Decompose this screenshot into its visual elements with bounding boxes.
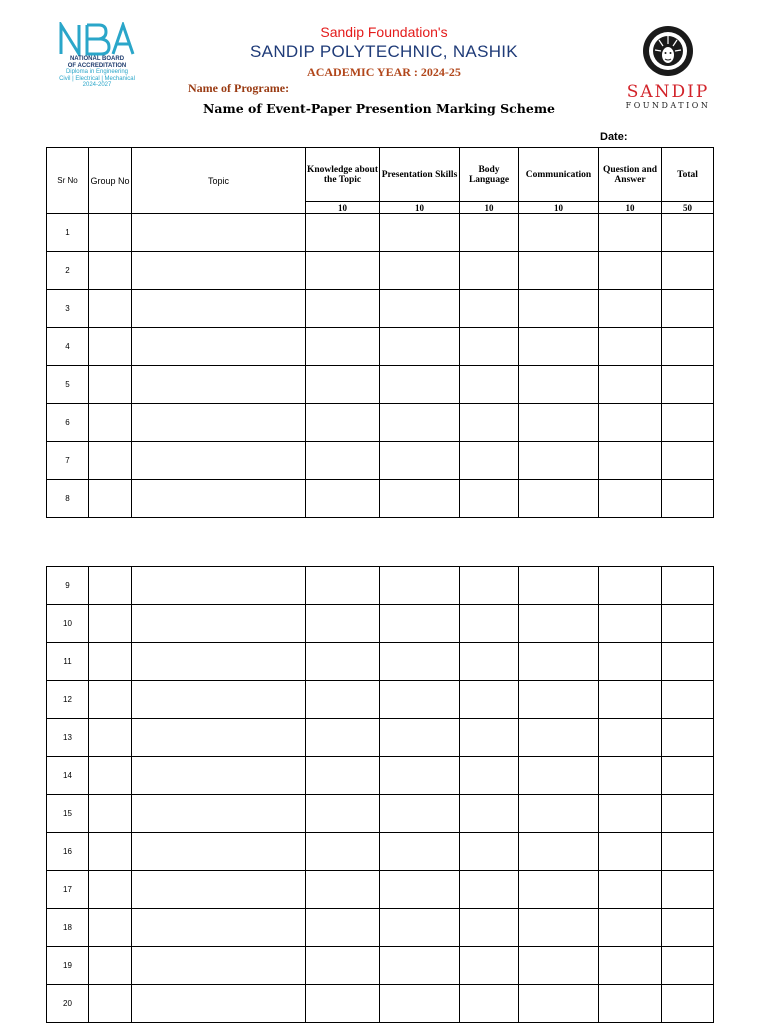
table-row [47, 643, 714, 681]
group-no-cell[interactable] [89, 214, 132, 252]
communication-cell[interactable] [519, 480, 599, 518]
header-body-language: Body Language [460, 148, 519, 202]
knowledge-cell[interactable] [306, 480, 380, 518]
presentation-cell[interactable] [380, 290, 460, 328]
total-cell[interactable] [662, 480, 714, 518]
knowledge-cell[interactable] [306, 567, 380, 605]
presentation-cell[interactable] [380, 252, 460, 290]
presentation-cell[interactable] [380, 328, 460, 366]
header-communication: Communication [519, 148, 599, 202]
presentation-cell[interactable] [380, 833, 460, 871]
group-no-cell[interactable] [89, 442, 132, 480]
knowledge-cell[interactable] [306, 328, 380, 366]
group-no-cell[interactable] [89, 480, 132, 518]
topic-cell[interactable] [132, 795, 306, 833]
communication-cell[interactable] [519, 290, 599, 328]
nba-line-2: OF ACCREDITATION [67, 62, 127, 69]
total-cell[interactable] [662, 404, 714, 442]
qa-cell[interactable] [599, 795, 662, 833]
nba-line-4: Civil | Electrical | Mechanical [59, 75, 135, 82]
presentation-cell[interactable] [380, 605, 460, 643]
qa-cell[interactable] [599, 719, 662, 757]
presentation-cell[interactable] [380, 643, 460, 681]
topic-cell[interactable] [132, 833, 306, 871]
topic-cell[interactable] [132, 567, 306, 605]
communication-cell[interactable] [519, 442, 599, 480]
sr-no-cell: 8 [47, 480, 89, 518]
table-row [47, 681, 714, 719]
total-cell[interactable] [662, 909, 714, 947]
table-row [47, 909, 714, 947]
topic-cell[interactable] [132, 290, 306, 328]
total-cell[interactable] [662, 871, 714, 909]
presentation-cell[interactable] [380, 871, 460, 909]
total-cell[interactable] [662, 719, 714, 757]
sr-no-cell: 5 [47, 366, 89, 404]
body-language-cell[interactable] [460, 252, 519, 290]
table-row [47, 252, 714, 290]
presentation-cell[interactable] [380, 909, 460, 947]
group-no-cell[interactable] [89, 567, 132, 605]
body-language-cell[interactable] [460, 290, 519, 328]
knowledge-cell[interactable] [306, 757, 380, 795]
table-row [47, 605, 714, 643]
max-qa: 10 [599, 202, 662, 214]
sr-no-cell: 7 [47, 442, 89, 480]
topic-cell[interactable] [132, 643, 306, 681]
table-row [47, 480, 714, 518]
qa-cell[interactable] [599, 871, 662, 909]
header-knowledge: Knowledge about the Topic [306, 148, 380, 202]
sr-no-cell: 18 [47, 909, 89, 947]
presentation-cell[interactable] [380, 214, 460, 252]
academic-year: ACADEMIC YEAR : 2024-25 [307, 65, 461, 79]
qa-cell[interactable] [599, 214, 662, 252]
event-title: Name of Event-Paper Presention Marking Scheme [203, 101, 555, 116]
group-no-cell[interactable] [89, 985, 132, 1023]
qa-cell[interactable] [599, 328, 662, 366]
sr-no-cell: 2 [47, 252, 89, 290]
communication-cell[interactable] [519, 366, 599, 404]
topic-cell[interactable] [132, 404, 306, 442]
sr-no-cell: 10 [47, 605, 89, 643]
table-row [47, 833, 714, 871]
body-language-cell[interactable] [460, 681, 519, 719]
group-no-cell[interactable] [89, 871, 132, 909]
qa-cell[interactable] [599, 567, 662, 605]
nba-line-3: Diploma in Engineering [65, 69, 129, 75]
communication-cell[interactable] [519, 605, 599, 643]
qa-cell[interactable] [599, 290, 662, 328]
sr-no-cell: 1 [47, 214, 89, 252]
total-cell[interactable] [662, 833, 714, 871]
qa-cell[interactable] [599, 442, 662, 480]
marking-table-part-1 [46, 147, 714, 518]
institute-title: SANDIP POLYTECHNIC, NASHIK [250, 42, 518, 61]
topic-cell[interactable] [132, 681, 306, 719]
body-language-cell[interactable] [460, 795, 519, 833]
table-row [47, 214, 714, 252]
presentation-cell[interactable] [380, 985, 460, 1023]
topic-cell[interactable] [132, 214, 306, 252]
body-language-cell[interactable] [460, 947, 519, 985]
total-cell[interactable] [662, 290, 714, 328]
group-no-cell[interactable] [89, 909, 132, 947]
presentation-cell[interactable] [380, 404, 460, 442]
communication-cell[interactable] [519, 252, 599, 290]
body-language-cell[interactable] [460, 757, 519, 795]
topic-cell[interactable] [132, 719, 306, 757]
topic-cell[interactable] [132, 480, 306, 518]
communication-cell[interactable] [519, 985, 599, 1023]
body-language-cell[interactable] [460, 985, 519, 1023]
nba-line-5: 2024-2027 [82, 82, 112, 88]
qa-cell[interactable] [599, 947, 662, 985]
communication-cell[interactable] [519, 947, 599, 985]
sr-no-cell: 15 [47, 795, 89, 833]
communication-cell[interactable] [519, 328, 599, 366]
qa-cell[interactable] [599, 404, 662, 442]
presentation-cell[interactable] [380, 757, 460, 795]
topic-cell[interactable] [132, 871, 306, 909]
nba-line-1: NATIONAL BOARD [69, 56, 125, 62]
qa-cell[interactable] [599, 985, 662, 1023]
group-no-cell[interactable] [89, 795, 132, 833]
communication-cell[interactable] [519, 795, 599, 833]
topic-cell[interactable] [132, 442, 306, 480]
body-language-cell[interactable] [460, 567, 519, 605]
body-language-cell[interactable] [460, 442, 519, 480]
total-cell[interactable] [662, 252, 714, 290]
topic-cell[interactable] [132, 366, 306, 404]
body-language-cell[interactable] [460, 404, 519, 442]
qa-cell[interactable] [599, 757, 662, 795]
presentation-cell[interactable] [380, 480, 460, 518]
sr-no-cell: 19 [47, 947, 89, 985]
topic-cell[interactable] [132, 947, 306, 985]
marking-table-part-2 [46, 566, 714, 1023]
sr-no-cell: 9 [47, 567, 89, 605]
header-group-no: Group No [89, 148, 132, 214]
table-row [47, 871, 714, 909]
date-label: Date: [600, 131, 628, 143]
knowledge-cell[interactable] [306, 947, 380, 985]
table-row [47, 328, 714, 366]
total-cell[interactable] [662, 366, 714, 404]
presentation-cell[interactable] [380, 366, 460, 404]
communication-cell[interactable] [519, 909, 599, 947]
knowledge-cell[interactable] [306, 404, 380, 442]
max-total: 50 [662, 202, 714, 214]
knowledge-cell[interactable] [306, 985, 380, 1023]
sr-no-cell: 12 [47, 681, 89, 719]
total-cell[interactable] [662, 985, 714, 1023]
knowledge-cell[interactable] [306, 871, 380, 909]
group-no-cell[interactable] [89, 328, 132, 366]
presentation-cell[interactable] [380, 567, 460, 605]
body-language-cell[interactable] [460, 366, 519, 404]
qa-cell[interactable] [599, 605, 662, 643]
communication-cell[interactable] [519, 681, 599, 719]
knowledge-cell[interactable] [306, 252, 380, 290]
knowledge-cell[interactable] [306, 442, 380, 480]
qa-cell[interactable] [599, 909, 662, 947]
group-no-cell[interactable] [89, 643, 132, 681]
total-cell[interactable] [662, 328, 714, 366]
sandip-logo-name: SANDIP [626, 82, 710, 102]
table-row [47, 947, 714, 985]
knowledge-cell[interactable] [306, 643, 380, 681]
body-language-cell[interactable] [460, 328, 519, 366]
presentation-cell[interactable] [380, 719, 460, 757]
group-no-cell[interactable] [89, 833, 132, 871]
total-cell[interactable] [662, 795, 714, 833]
topic-cell[interactable] [132, 985, 306, 1023]
table-row [47, 795, 714, 833]
qa-cell[interactable] [599, 252, 662, 290]
knowledge-cell[interactable] [306, 795, 380, 833]
group-no-cell[interactable] [89, 404, 132, 442]
sr-no-cell: 14 [47, 757, 89, 795]
table-row [47, 757, 714, 795]
presentation-cell[interactable] [380, 442, 460, 480]
total-cell[interactable] [662, 567, 714, 605]
programme-label: Name of Programe: [188, 81, 290, 95]
header-presentation-skills: Presentation Skills [380, 148, 460, 202]
qa-cell[interactable] [599, 643, 662, 681]
total-cell[interactable] [662, 442, 714, 480]
body-language-cell[interactable] [460, 833, 519, 871]
topic-cell[interactable] [132, 909, 306, 947]
knowledge-cell[interactable] [306, 719, 380, 757]
table-row [47, 366, 714, 404]
body-language-cell[interactable] [460, 643, 519, 681]
body-language-cell[interactable] [460, 871, 519, 909]
knowledge-cell[interactable] [306, 366, 380, 404]
total-cell[interactable] [662, 214, 714, 252]
max-body: 10 [460, 202, 519, 214]
communication-cell[interactable] [519, 833, 599, 871]
group-no-cell[interactable] [89, 757, 132, 795]
sr-no-cell: 6 [47, 404, 89, 442]
total-cell[interactable] [662, 643, 714, 681]
knowledge-cell[interactable] [306, 605, 380, 643]
sr-no-cell: 20 [47, 985, 89, 1023]
max-knowledge: 10 [306, 202, 380, 214]
body-language-cell[interactable] [460, 719, 519, 757]
knowledge-cell[interactable] [306, 909, 380, 947]
knowledge-cell[interactable] [306, 214, 380, 252]
table-row [47, 290, 714, 328]
knowledge-cell[interactable] [306, 290, 380, 328]
sr-no-cell: 3 [47, 290, 89, 328]
qa-cell[interactable] [599, 366, 662, 404]
communication-cell[interactable] [519, 404, 599, 442]
communication-cell[interactable] [519, 567, 599, 605]
communication-cell[interactable] [519, 871, 599, 909]
foundation-title: Sandip Foundation's [320, 24, 448, 40]
total-cell[interactable] [662, 681, 714, 719]
total-cell[interactable] [662, 947, 714, 985]
group-no-cell[interactable] [89, 719, 132, 757]
table-row [47, 567, 714, 605]
max-communication: 10 [519, 202, 599, 214]
presentation-cell[interactable] [380, 947, 460, 985]
total-cell[interactable] [662, 605, 714, 643]
group-no-cell[interactable] [89, 366, 132, 404]
group-no-cell[interactable] [89, 605, 132, 643]
qa-cell[interactable] [599, 480, 662, 518]
table-row [47, 985, 714, 1023]
group-no-cell[interactable] [89, 681, 132, 719]
body-language-cell[interactable] [460, 214, 519, 252]
table-row [47, 719, 714, 757]
communication-cell[interactable] [519, 719, 599, 757]
sr-no-cell: 4 [47, 328, 89, 366]
presentation-cell[interactable] [380, 681, 460, 719]
sr-no-cell: 16 [47, 833, 89, 871]
body-language-cell[interactable] [460, 909, 519, 947]
header-topic: Topic [132, 148, 306, 214]
sandip-logo-sub: FOUNDATION [625, 101, 711, 110]
topic-cell[interactable] [132, 252, 306, 290]
qa-cell[interactable] [599, 681, 662, 719]
knowledge-cell[interactable] [306, 833, 380, 871]
communication-cell[interactable] [519, 214, 599, 252]
knowledge-cell[interactable] [306, 681, 380, 719]
table-row [47, 404, 714, 442]
group-no-cell[interactable] [89, 252, 132, 290]
sr-no-cell: 13 [47, 719, 89, 757]
communication-cell[interactable] [519, 643, 599, 681]
table-row [47, 442, 714, 480]
header-sr-no: Sr No [47, 148, 89, 214]
max-presentation: 10 [380, 202, 460, 214]
body-language-cell[interactable] [460, 605, 519, 643]
sr-no-cell: 17 [47, 871, 89, 909]
qa-cell[interactable] [599, 833, 662, 871]
group-no-cell[interactable] [89, 947, 132, 985]
total-cell[interactable] [662, 757, 714, 795]
group-no-cell[interactable] [89, 290, 132, 328]
topic-cell[interactable] [132, 757, 306, 795]
communication-cell[interactable] [519, 757, 599, 795]
topic-cell[interactable] [132, 328, 306, 366]
header-question-answer: Question and Answer [599, 148, 662, 202]
sr-no-cell: 11 [47, 643, 89, 681]
header-total: Total [662, 148, 714, 202]
topic-cell[interactable] [132, 605, 306, 643]
body-language-cell[interactable] [460, 480, 519, 518]
presentation-cell[interactable] [380, 795, 460, 833]
